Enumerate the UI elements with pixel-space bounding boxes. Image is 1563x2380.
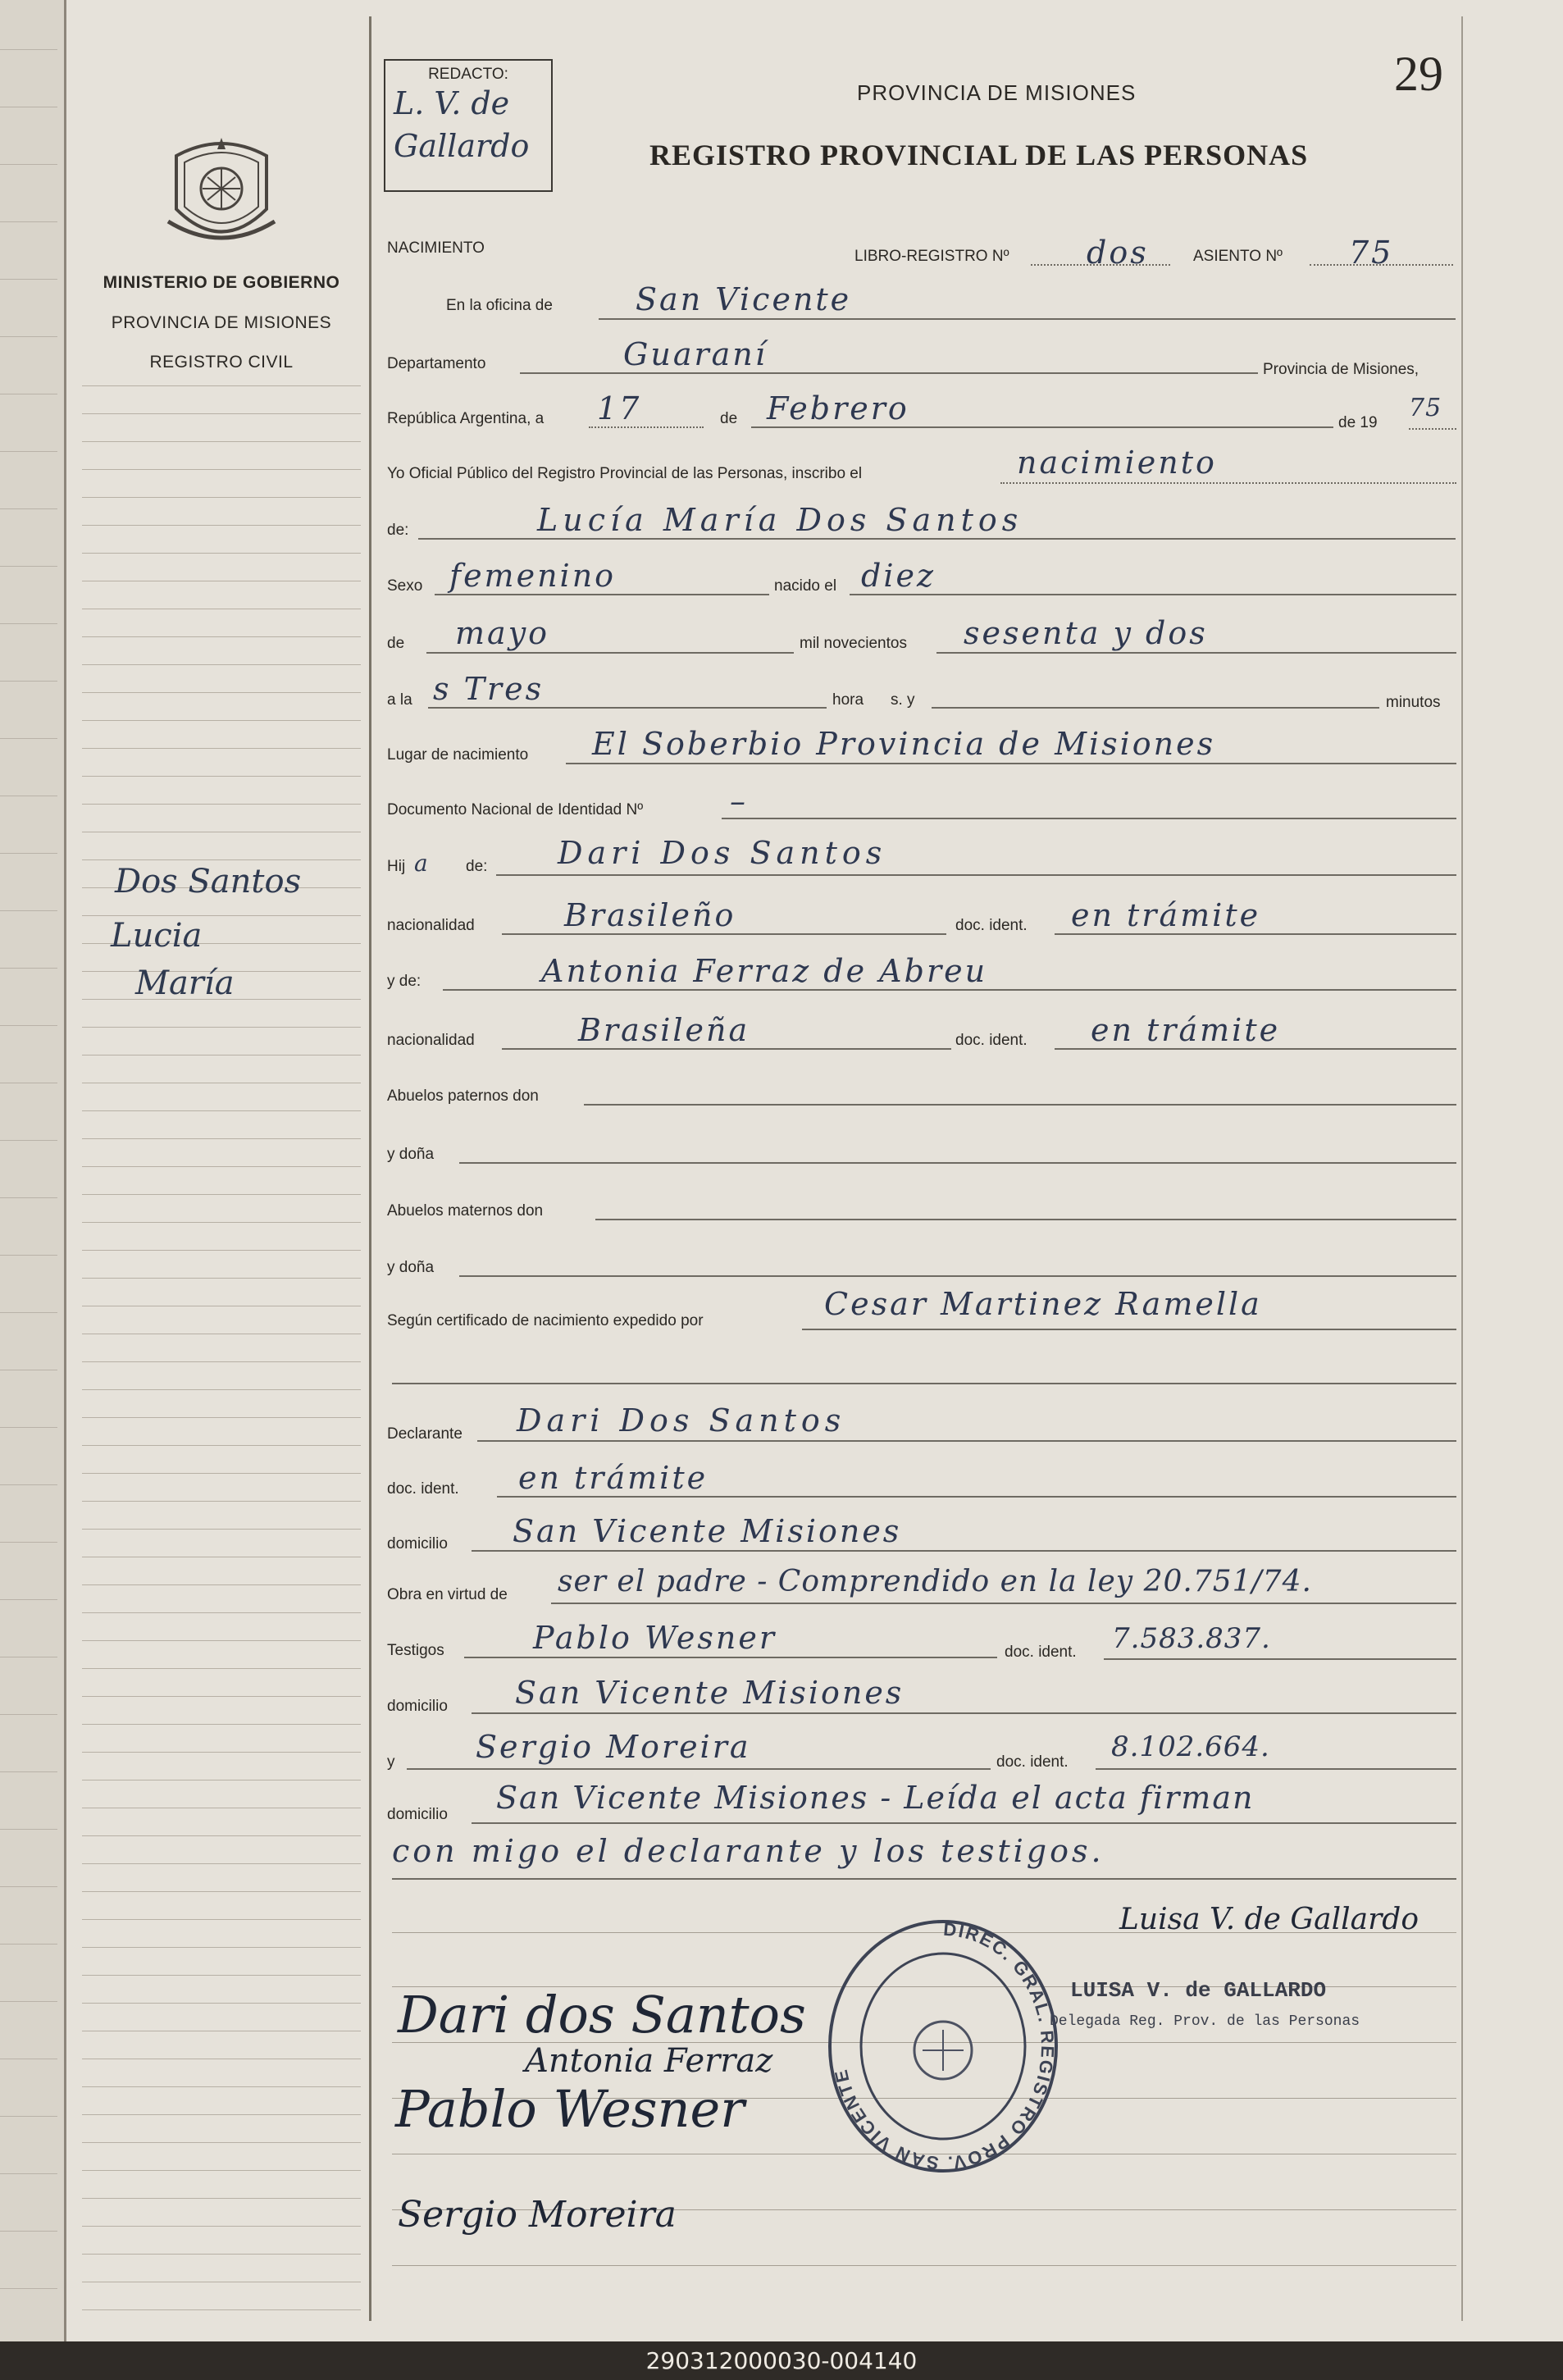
lugar-label: Lugar de nacimiento <box>387 746 529 764</box>
obra-value: ser el padre - Comprendido en la ley 20.751/74. <box>558 1565 1312 1598</box>
previous-page-rule-line <box>0 1427 57 1428</box>
margin-rule-line <box>82 1194 361 1195</box>
previous-page-rule-line <box>0 2231 57 2232</box>
margin-rule-line <box>82 1445 361 1446</box>
dom-t1-value: San Vicente Misiones <box>515 1675 905 1711</box>
testigo2-signature: Sergio Moreira <box>398 2194 677 2236</box>
minutos-label: minutos <box>1386 694 1441 711</box>
ydona-label-2: y doña <box>387 1259 435 1276</box>
page-right-border <box>1461 16 1463 2321</box>
previous-page-rule-line <box>0 623 57 624</box>
doc-t1-label: doc. ident. <box>1005 1644 1077 1661</box>
previous-page-rule-line <box>0 968 57 969</box>
header-province: PROVINCIA DE MISIONES <box>857 80 1137 105</box>
margin-rule-line <box>82 525 361 526</box>
previous-page-rule-line <box>0 2173 57 2174</box>
dni-line <box>722 818 1456 819</box>
previous-page-rule-line <box>0 681 57 682</box>
doc-t1-line <box>1104 1658 1456 1660</box>
oficial-value: nacimiento <box>1017 445 1217 481</box>
nombre-value: Lucía María Dos Santos <box>537 502 1023 538</box>
previous-page-rule-line <box>0 221 57 222</box>
oficina-line <box>599 318 1456 320</box>
oficial-text: Yo Oficial Público del Registro Provincial de las Personas, inscribo el <box>387 465 863 482</box>
oficial-signature: Luisa V. de Gallardo <box>1119 1903 1419 1936</box>
margin-rule-line <box>82 1110 361 1111</box>
previous-page-rule-line <box>0 1484 57 1485</box>
margin-rule-line <box>82 497 361 498</box>
margin-rule-line <box>82 1501 361 1502</box>
margin-rule-line <box>82 2003 361 2004</box>
previous-page-rule-line <box>0 336 57 337</box>
margin-rule-line <box>82 2226 361 2227</box>
previous-page-rule-line <box>0 508 57 509</box>
redacto-box <box>384 59 553 192</box>
testigo2-value: Sergio Moreira <box>476 1729 751 1765</box>
anio-value: 75 <box>1409 394 1442 422</box>
nombre-line <box>418 538 1456 540</box>
margin-rule-line <box>82 1612 361 1613</box>
nac-madre-value: Brasileña <box>578 1012 750 1048</box>
doc-declarante-value: en trámite <box>518 1460 709 1496</box>
domicilio-label-3: domicilio <box>387 1806 448 1823</box>
oficina-label: En la oficina de <box>446 297 553 314</box>
margin-rule-line <box>82 2086 361 2087</box>
departamento-label: Departamento <box>387 355 486 372</box>
asiento-label: ASIENTO Nº <box>1193 248 1283 265</box>
margin-rule-line <box>82 664 361 665</box>
margin-rule-line <box>82 804 361 805</box>
folio-number: 29 <box>1394 47 1443 101</box>
margin-rule-line <box>82 1891 361 1892</box>
y-label: y <box>387 1753 395 1771</box>
nacimiento-label: NACIMIENTO <box>387 239 485 257</box>
departamento-line <box>520 372 1258 374</box>
margin-rule-line <box>82 1417 361 1418</box>
margin-rule-line <box>82 1278 361 1279</box>
mes-value: Febrero <box>767 390 909 426</box>
previous-page-rule-line <box>0 279 57 280</box>
margin-rule-line <box>82 1222 361 1223</box>
dia-line <box>589 426 704 428</box>
round-stamp-text: DIREC. GRAL. REGISTRO PROV. SAN VICENTE <box>830 1918 1059 2174</box>
abuelos-paternos-line <box>584 1104 1456 1106</box>
libro-label: LIBRO-REGISTRO Nº <box>854 248 1009 265</box>
previous-page-rule-line <box>0 2288 57 2289</box>
margin-rule-line <box>82 1166 361 1167</box>
previous-page-rule-line <box>0 451 57 452</box>
previous-page-rule-line <box>0 1886 57 1887</box>
margin-rule-line <box>82 692 361 693</box>
previous-page-rule-line <box>0 1312 57 1313</box>
margin-rule-line <box>82 1138 361 1139</box>
sexo-value: femenino <box>449 558 617 594</box>
domicilio-line-1 <box>472 1550 1456 1552</box>
image-id-footer: 290312000030-004140 <box>0 2341 1563 2380</box>
previous-page-rule-line <box>0 853 57 854</box>
closing-line <box>392 1878 1456 1880</box>
de-label-3: de <box>387 635 405 652</box>
libro-value: dos <box>1087 235 1149 271</box>
obra-line <box>551 1603 1456 1604</box>
declarante-label: Declarante <box>387 1425 463 1443</box>
hora-value: s Tres <box>433 671 545 707</box>
previous-page-rule-line <box>0 1025 57 1026</box>
previous-page-rule-line <box>0 910 57 911</box>
margin-rule-line <box>82 720 361 721</box>
mes-nac-line <box>426 652 794 654</box>
mes-nac-value: mayo <box>455 615 550 651</box>
oficial-line <box>1000 482 1456 484</box>
nac-madre-line <box>502 1048 951 1050</box>
ministry-title: MINISTERIO DE GOBIERNO <box>103 273 340 292</box>
redacto-hand-2: Gallardo <box>394 128 530 164</box>
margin-rule-line <box>82 1696 361 1697</box>
doc-madre-value: en trámite <box>1091 1012 1281 1048</box>
hijo-de-label: de: <box>466 858 488 875</box>
previous-page-rule-line <box>0 1944 57 1945</box>
asiento-value: 75 <box>1349 235 1394 271</box>
testigo1-line <box>464 1657 997 1658</box>
abuelos-paternos-label: Abuelos paternos don <box>387 1087 539 1105</box>
previous-page-rule-line <box>0 1829 57 1830</box>
de-label: de <box>720 410 738 427</box>
abuelos-maternos-label: Abuelos maternos don <box>387 1202 544 1220</box>
margin-rule-line <box>82 2198 361 2199</box>
previous-page-rule-line <box>0 49 57 50</box>
madre-signature: Antonia Ferraz <box>525 2042 773 2080</box>
abuelos-maternos-line <box>595 1219 1456 1220</box>
oficina-value: San Vicente <box>636 281 852 317</box>
anio-nac-line <box>936 652 1456 654</box>
previous-page-rule-line <box>0 164 57 165</box>
previous-page-rule-line <box>0 1771 57 1772</box>
doc-padre-value: en trámite <box>1071 897 1261 933</box>
madre-line <box>443 989 1456 991</box>
domicilio-line-3 <box>472 1822 1456 1824</box>
margin-rule-line <box>82 413 361 414</box>
doc-declarante-line <box>497 1496 1456 1498</box>
certificado-line <box>802 1329 1456 1330</box>
margin-rule-line <box>82 1947 361 1948</box>
margin-rule-line <box>82 1919 361 1920</box>
margin-rule-line <box>82 1863 361 1864</box>
anio-prefix: de 19 <box>1338 414 1378 431</box>
ministry-office: REGISTRO CIVIL <box>149 353 294 372</box>
previous-page-rule-line <box>0 1542 57 1543</box>
nacido-value: diez <box>861 558 936 594</box>
previous-page-rule-line <box>0 1714 57 1715</box>
doc-padre-line <box>1055 933 1456 935</box>
domicilio-label-1: domicilio <box>387 1535 448 1552</box>
obra-label: Obra en virtud de <box>387 1586 508 1603</box>
margin-rule-line <box>82 441 361 442</box>
margin-rule-line <box>82 1473 361 1474</box>
dni-label: Documento Nacional de Identidad Nº <box>387 801 644 818</box>
margin-rule-line <box>82 1250 361 1251</box>
hora-label: hora <box>832 691 864 709</box>
margin-rule-line <box>82 553 361 554</box>
registry-round-stamp <box>820 1911 1066 2182</box>
certificado-value: Cesar Martinez Ramella <box>824 1286 1262 1322</box>
yde-label: y de: <box>387 973 422 990</box>
certificado-line-2 <box>392 1383 1456 1384</box>
nacido-line <box>850 594 1456 595</box>
previous-page-rule-line <box>0 2116 57 2117</box>
ydona-line-2 <box>459 1275 1456 1277</box>
previous-page-rule-line <box>0 738 57 739</box>
anio-line <box>1409 428 1456 430</box>
domicilio-label-2: domicilio <box>387 1698 448 1715</box>
nacionalidad-label-2: nacionalidad <box>387 1032 475 1049</box>
margin-rule-line <box>82 1975 361 1976</box>
republica-label: República Argentina, a <box>387 410 545 427</box>
margin-rule-line <box>82 2309 361 2310</box>
left-margin-column <box>74 0 369 2341</box>
margin-note-first-name: Lucia <box>111 917 203 955</box>
anio-nac-value: sesenta y dos <box>964 615 1208 651</box>
margin-rule-line <box>82 2142 361 2143</box>
domicilio-line-2 <box>472 1712 1456 1714</box>
declarante-line <box>477 1440 1456 1442</box>
margin-rule-line <box>82 915 361 916</box>
padre-value: Dari Dos Santos <box>558 835 887 871</box>
margin-divider <box>369 16 371 2321</box>
margin-rule-line <box>82 2114 361 2115</box>
doc-t2-line <box>1096 1768 1456 1770</box>
testigo2-line <box>407 1768 991 1770</box>
margin-rule-line <box>82 636 361 637</box>
margin-rule-line <box>82 1361 361 1362</box>
nacido-label: nacido el <box>774 577 837 595</box>
margin-rule-line <box>82 2254 361 2255</box>
ydona-label-1: y doña <box>387 1146 435 1163</box>
nac-padre-value: Brasileño <box>564 897 736 933</box>
ministry-province: PROVINCIA DE MISIONES <box>111 313 332 332</box>
doc-madre-line <box>1055 1048 1456 1050</box>
oficial-stamp-title: Delegada Reg. Prov. de las Personas <box>1050 2013 1360 2030</box>
margin-note-second-name: María <box>135 964 235 1002</box>
mes-line <box>751 426 1333 428</box>
closing-value: con migo el declarante y los testigos. <box>392 1833 1105 1869</box>
domicilio-value: San Vicente Misiones <box>513 1513 902 1549</box>
margin-rule-line <box>82 1389 361 1390</box>
ala-label: a la <box>387 691 412 709</box>
doc-t2-value: 8.102.664. <box>1111 1730 1270 1763</box>
margin-rule-line <box>82 776 361 777</box>
nac-padre-line <box>502 933 946 935</box>
dom-t2-value: San Vicente Misiones - Leída el acta firman <box>496 1780 1255 1816</box>
hijo-suffix: a <box>414 850 429 877</box>
dia-value: 17 <box>597 390 642 426</box>
doc-label-1: doc. ident. <box>955 917 1028 934</box>
previous-page-rule-line <box>0 1599 57 1600</box>
ydona-line-1 <box>459 1162 1456 1164</box>
blank-line-7 <box>392 2265 1456 2266</box>
testigo1-signature: Pablo Wesner <box>395 2079 745 2139</box>
madre-value: Antonia Ferraz de Abreu <box>541 953 988 989</box>
margin-rule-line <box>82 1752 361 1753</box>
departamento-value: Guaraní <box>623 336 768 372</box>
margin-rule-line <box>82 859 361 860</box>
margin-rule-line <box>82 2170 361 2171</box>
declarante-value: Dari Dos Santos <box>517 1402 846 1438</box>
mil-label: mil novecientos <box>800 635 907 652</box>
previous-page-rule-line <box>0 1197 57 1198</box>
lugar-line <box>566 763 1456 764</box>
minutos-line <box>932 707 1379 709</box>
government-seal-icon <box>160 131 283 254</box>
previous-page-rule-line <box>0 1140 57 1141</box>
dni-value: – <box>730 783 748 819</box>
padre-line <box>496 874 1456 876</box>
hora-line <box>428 707 827 709</box>
doc-label-2: doc. ident. <box>955 1032 1028 1049</box>
margin-rule-line <box>82 1835 361 1836</box>
previous-page-rule-line <box>0 1255 57 1256</box>
declarante-signature: Dari dos Santos <box>398 1985 806 2045</box>
redacto-hand-1: L. V. de <box>394 85 510 121</box>
provincia-suffix: Provincia de Misiones, <box>1263 361 1419 378</box>
previous-page-rule-line <box>0 566 57 567</box>
margin-rule-line <box>82 1027 361 1028</box>
margin-rule-line <box>82 748 361 749</box>
previous-page-edge <box>0 0 66 2341</box>
margin-note-surname: Dos Santos <box>115 863 302 900</box>
doc-ident-label: doc. ident. <box>387 1480 459 1498</box>
previous-page-rule-line <box>0 2001 57 2002</box>
de-label-2: de: <box>387 522 409 539</box>
testigos-label: Testigos <box>387 1642 444 1659</box>
margin-rule-line <box>82 385 361 386</box>
margin-rule-line <box>82 1668 361 1669</box>
certificado-label: Según certificado de nacimiento expedido por <box>387 1312 704 1329</box>
redacto-label: REDACTO: <box>428 66 508 83</box>
page-title: REGISTRO PROVINCIAL DE LAS PERSONAS <box>649 139 1309 171</box>
doc-t2-label: doc. ident. <box>996 1753 1069 1771</box>
oficial-stamp-name: LUISA V. de GALLARDO <box>1070 1978 1327 2003</box>
sexo-line <box>435 594 769 595</box>
s-y-label: s. y <box>891 691 915 709</box>
nacionalidad-label-1: nacionalidad <box>387 917 475 934</box>
margin-rule-line <box>82 1584 361 1585</box>
doc-t1-value: 7.583.837. <box>1112 1622 1271 1655</box>
margin-rule-line <box>82 1529 361 1530</box>
lugar-value: El Soberbio Provincia de Misiones <box>592 726 1216 762</box>
sexo-label: Sexo <box>387 577 423 595</box>
testigo1-value: Pablo Wesner <box>533 1620 777 1656</box>
hijo-label: Hij <box>387 858 406 875</box>
margin-rule-line <box>82 1640 361 1641</box>
margin-rule-line <box>82 1724 361 1725</box>
margin-rule-line <box>82 469 361 470</box>
